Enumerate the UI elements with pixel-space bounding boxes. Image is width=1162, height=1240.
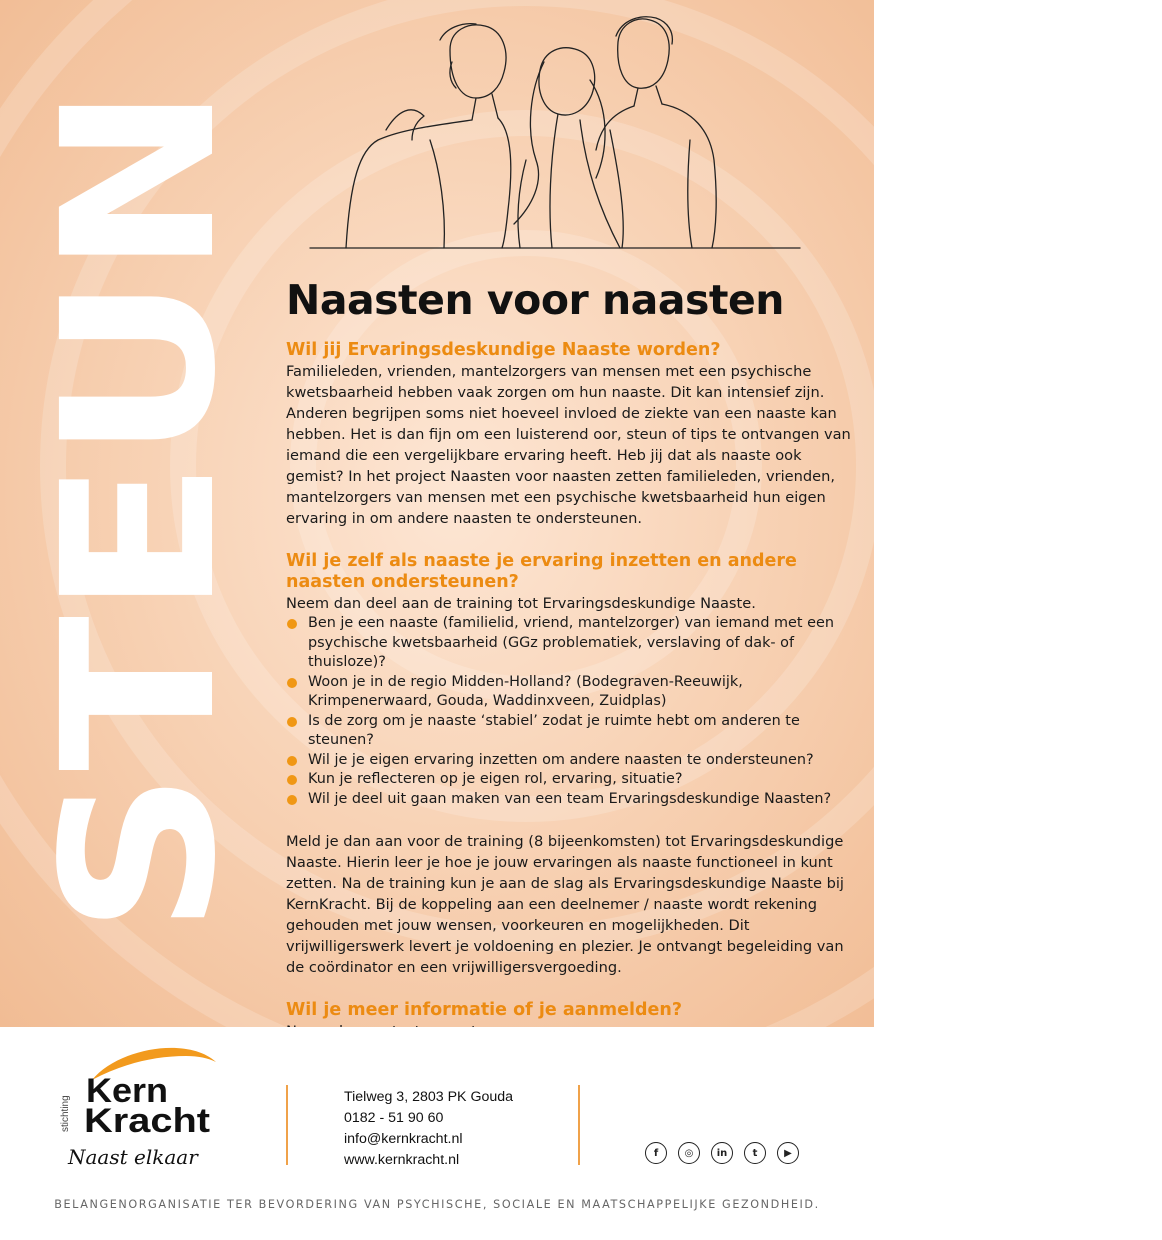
footer-divider bbox=[286, 1085, 288, 1165]
tagline: BELANGENORGANISATIE TER BEVORDERING VAN PSYCHISCHE, SOCIALE EN MAATSCHAPPELIJKE GEZONDHEID. bbox=[54, 1198, 820, 1211]
contact-block bbox=[344, 1087, 513, 1171]
list-item bbox=[286, 790, 856, 810]
section1-heading: Wil jij Ervaringsdeskundige Naaste worden? bbox=[286, 340, 721, 360]
phone-text[interactable]: 0182 - 51 90 60 bbox=[344, 1110, 444, 1126]
list-item bbox=[286, 614, 856, 673]
bullet-dot bbox=[287, 756, 297, 766]
side-word bbox=[17, 80, 262, 940]
people-line-illustration bbox=[300, 10, 810, 255]
logo-slogan: Naast elkaar bbox=[68, 1145, 198, 1169]
section1-body: Familieleden, vrienden, mantelzorgers van mensen met een psychische kwetsbaarheid hebben vaak zorgen om hun naaste. Dit kan intensief zijn. Anderen begrijpen soms niet hoeveel invloed de ziekte van een naaste kan hebben. Het is dan fijn om een luisterend oor, steun of tips te ontvangen van iemand die een vergelijkbare ervaring heeft. Heb jij dat als naaste ook gemist? In het project Naasten voor naasten zetten familieleden, vrienden, mantelzorgers van mensen met een psychische kwetsbaarheid hun eigen ervaring in om andere naasten te ondersteunen. bbox=[286, 363, 851, 527]
list-item-text: Ben je een naaste (familielid, vriend, mantelzorger) van iemand met een psychische kwetsbaarheid (GGz problematiek, verslaving of dak- of thuisloze)? bbox=[308, 615, 834, 670]
bullet-dot bbox=[287, 619, 297, 629]
logo-line1: Kern bbox=[86, 1072, 168, 1110]
section3-heading: Wil je meer informatie of je aanmelden? bbox=[286, 1000, 683, 1020]
section2-intro: Neem dan deel aan de training tot Ervaringsdeskundige Naaste. bbox=[286, 595, 756, 612]
list-item-text: Kun je reflecteren op je eigen rol, ervaring, situatie? bbox=[308, 771, 683, 787]
kernkracht-logo[interactable] bbox=[58, 1040, 228, 1175]
instagram-icon[interactable]: ◎ bbox=[678, 1142, 700, 1164]
bullet-dot bbox=[287, 717, 297, 727]
email-link[interactable]: info@kernkracht.nl bbox=[344, 1131, 463, 1147]
page-title: Naasten voor naasten bbox=[286, 276, 784, 324]
list-item-text: Is de zorg om je naaste ‘stabiel’ zodat je ruimte hebt om anderen te steunen? bbox=[308, 712, 800, 748]
social-links bbox=[645, 1142, 799, 1164]
list-item bbox=[286, 751, 856, 771]
side-word-text: STEUN bbox=[17, 150, 262, 935]
list-item bbox=[286, 770, 856, 790]
facebook-icon[interactable]: f bbox=[645, 1142, 667, 1164]
bullet-dot bbox=[287, 795, 297, 805]
youtube-icon[interactable]: ▶ bbox=[777, 1142, 799, 1164]
logo-prefix: stichting bbox=[60, 1095, 71, 1132]
list-item-text: Wil je deel uit gaan maken van een team Ervaringsdeskundige Naasten? bbox=[308, 790, 832, 807]
bullet-dot bbox=[287, 775, 297, 785]
website-link[interactable]: www.kernkracht.nl bbox=[344, 1152, 460, 1168]
section2-heading: Wil je zelf als naaste je ervaring inzetten en andere naasten ondersteunen? bbox=[286, 551, 797, 592]
eligibility-list bbox=[286, 614, 856, 809]
section2-body: Meld je dan aan voor de training (8 bijeenkomsten) tot Ervaringsdeskundige Naaste. Hierin leer je hoe je jouw ervaringen als naaste functioneel in kunt zetten. Na de training kun je aan de slag als Ervaringsdeskundige Naaste bij KernKracht. Bij de koppeling aan een deelnemer / naaste wordt rekening gehouden met jouw wensen, voorkeuren en mogelijkheden. Dit vrijwilligerswerk levert je voldoening en plezier. Je ontvangt begeleiding van de coördinator en een vrijwilligersvergoeding. bbox=[286, 833, 844, 976]
twitter-icon[interactable]: t bbox=[744, 1142, 766, 1164]
list-item bbox=[286, 673, 856, 712]
logo-line2: Kracht bbox=[84, 1102, 210, 1140]
address-text: Tielweg 3, 2803 PK Gouda bbox=[344, 1089, 514, 1105]
main-content bbox=[286, 276, 856, 1084]
list-item-text: Wil je je eigen ervaring inzetten om andere naasten te ondersteunen? bbox=[308, 751, 814, 768]
footer-divider bbox=[578, 1085, 580, 1165]
list-item bbox=[286, 712, 856, 751]
linkedin-icon[interactable]: in bbox=[711, 1142, 733, 1164]
bullet-dot bbox=[287, 678, 297, 688]
list-item-text: Woon je in de regio Midden-Holland? (Bodegraven-Reeuwijk, Krimpenerwaard, Gouda, Waddinxveen, Zuidplas) bbox=[308, 673, 743, 709]
